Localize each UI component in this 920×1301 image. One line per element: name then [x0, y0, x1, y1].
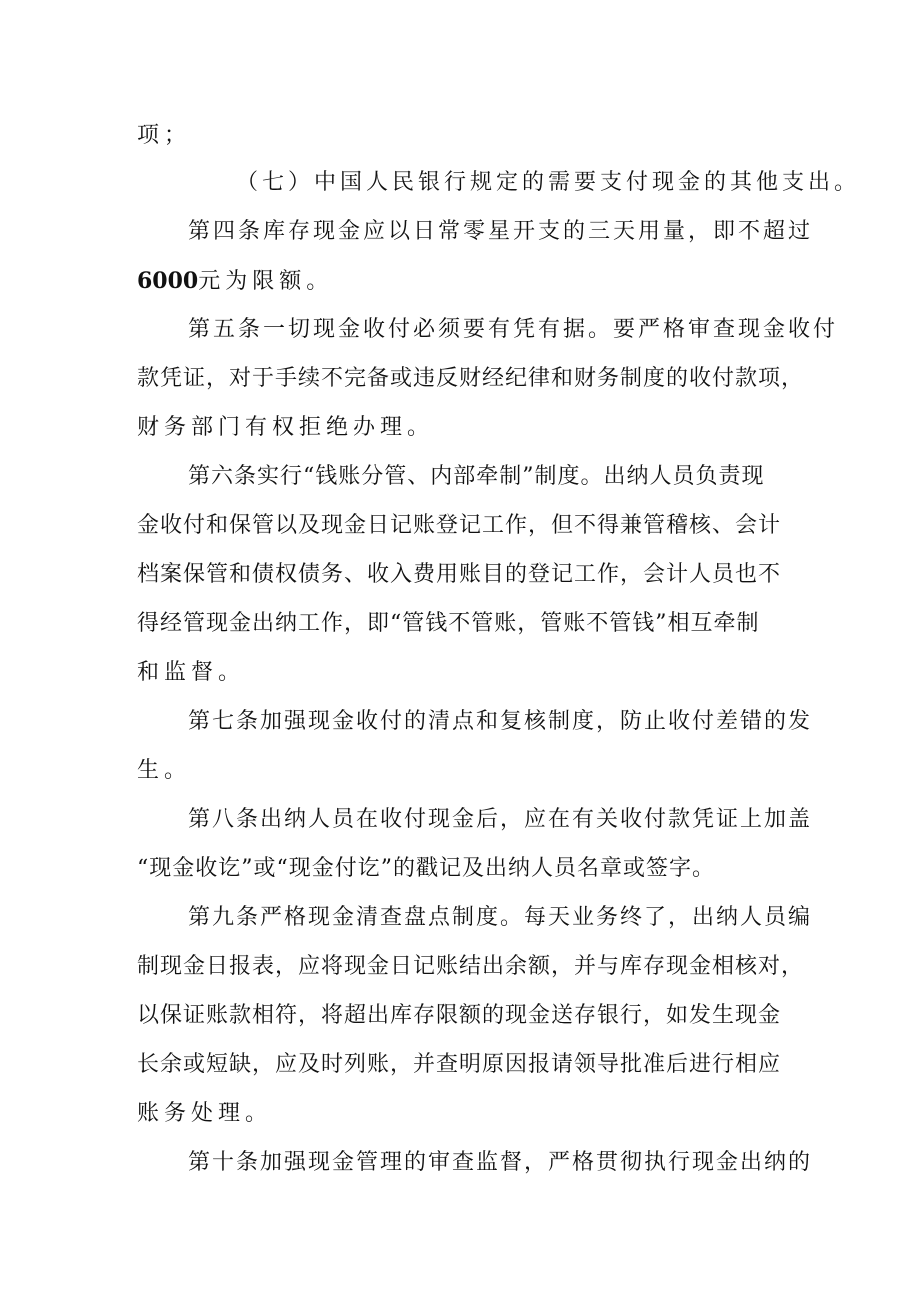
text-line: （七）中国人民银行规定的需要支付现金的其他支出。 — [236, 170, 861, 195]
text-line: 制现金日报表，应将现金日记账结出余额，并与库存现金相核对， — [137, 954, 805, 979]
text-line: 项； — [137, 123, 192, 148]
text-line: 账务处理。 — [137, 1101, 273, 1126]
text-line: 款凭证，对于手续不完备或违反财经纪律和财务制度的收付款项， — [137, 366, 805, 391]
text-line: 金收付和保管以及现金日记账登记工作，但不得兼管稽核、会计 — [137, 513, 782, 538]
text-line: 和监督。 — [137, 660, 246, 685]
text-line: 长余或短缺，应及时列账，并查明原因报请领导批准后进行相应 — [137, 1052, 782, 1077]
text-line: 以保证账款相符，将超出库存限额的现金送存银行，如发生现金 — [137, 1003, 782, 1028]
text-line: 第五条一切现金收付必须要有凭有据。要严格审查现金收付 — [188, 317, 839, 342]
text-line: 财务部门有权拒绝办理。 — [137, 415, 435, 440]
text-segment: 元为限额。 — [198, 269, 334, 294]
text-line: 第八条出纳人员在收付现金后，应在有关收付款凭证上加盖 — [188, 807, 813, 832]
text-line: 第七条加强现金收付的清点和复核制度，防止收付差错的发 — [188, 709, 813, 734]
text-line: 第九条严格现金清查盘点制度。每天业务终了，出纳人员编 — [188, 905, 813, 930]
text-line — [137, 265, 797, 298]
text-line: 得经管现金出纳工作，即“管钱不管账，管账不管钱”相互牵制 — [137, 611, 760, 636]
text-line: “现金收讫”或“现金付讫”的戳记及出纳人员名章或签字。 — [137, 856, 715, 881]
text-line: 第六条实行“钱账分管、内部牵制”制度。出纳人员负责现 — [188, 464, 765, 489]
limit-amount: 6000 — [137, 268, 199, 294]
text-line: 生。 — [137, 758, 192, 783]
text-line: 档案保管和债权债务、收入费用账目的登记工作，会计人员也不 — [137, 562, 782, 587]
text-line: 第十条加强现金管理的审查监督，严格贯彻执行现金出纳的 — [188, 1150, 813, 1175]
text-line: 第四条库存现金应以日常零星开支的三天用量，即不超过 — [188, 219, 814, 244]
